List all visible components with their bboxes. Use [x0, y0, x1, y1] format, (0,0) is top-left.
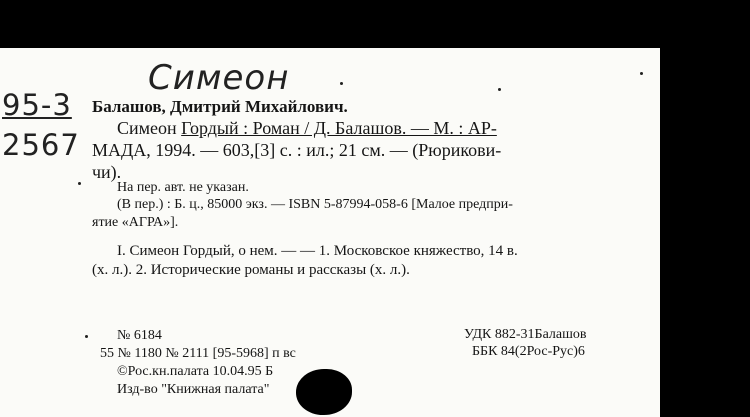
note-publisher: ятие «АГРА»].	[92, 215, 179, 230]
speck	[340, 82, 343, 85]
note-author: На пер. авт. не указан.	[117, 180, 249, 195]
series-line: чи).	[92, 162, 122, 182]
speck	[498, 88, 501, 91]
handwritten-call-number-1: 95-3	[2, 88, 72, 122]
note-isbn: (В пер.) : Б. ц., 85000 экз. — ISBN 5-87994-058-6 [Малое предпри-	[117, 197, 513, 212]
footer-copyright: ©Рос.кн.палата 10.04.95 Б	[117, 364, 274, 379]
subjects-line-2: (х. л.). 2. Исторические романы и рассказы (х. л.).	[92, 262, 410, 278]
subjects-line-1: I. Симеон Гордый, о нем. — — 1. Московское княжество, 14 в.	[117, 243, 518, 259]
bbk-code: ББК 84(2Рос-Рус)6	[472, 344, 585, 359]
imprint-line: МАДА, 1994. — 603,[3] с. : ил.; 21 см. — (Рюрикови-	[92, 140, 502, 160]
footer-record-line: 55 № 1180 № 2111 [95-5968] п вс	[100, 346, 296, 361]
author-heading: Балашов, Дмитрий Михайлович.	[92, 97, 348, 116]
speck	[85, 335, 88, 338]
title-text: Гордый : Роман / Д. Балашов. — М. : АР-	[181, 118, 497, 138]
handwritten-call-number-2: 2567	[2, 128, 80, 162]
footer-publisher: Изд-во "Книжная палата"	[117, 382, 270, 397]
title-line-1	[117, 118, 497, 139]
title-prefix: Симеон	[117, 118, 182, 138]
footer-number: № 6184	[117, 328, 162, 343]
speck	[640, 72, 643, 75]
ink-blot	[296, 369, 352, 415]
speck	[78, 182, 81, 185]
handwritten-title: Симеон	[148, 58, 290, 98]
udk-code: УДК 882-31Балашов	[464, 327, 587, 342]
